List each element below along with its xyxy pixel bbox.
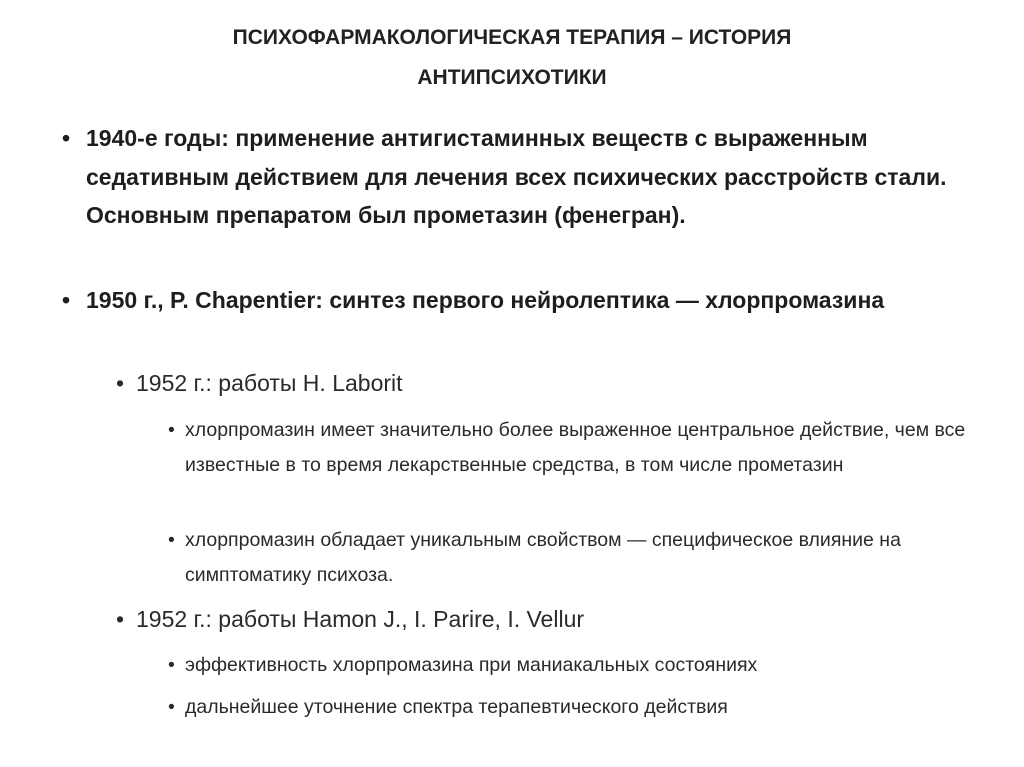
sub-sub-bullet-manic-states — [168, 648, 985, 683]
sub-sub-bullet-spectrum — [168, 690, 985, 725]
bullet-text: эффективность хлорпромазина при маниакальных состояниях — [185, 654, 758, 676]
bullet-item-1940s — [62, 119, 986, 235]
slide-title-line-1: ПСИХОФАРМАКОЛОГИЧЕСКАЯ ТЕРАПИЯ – ИСТОРИЯ — [232, 26, 792, 49]
slide-title-line-2: АНТИПСИХОТИКИ — [417, 66, 607, 89]
bullet-dot: • — [168, 654, 175, 676]
bullet-dot: • — [62, 287, 71, 313]
bullet-text: 1940-е годы: применение антигистаминных веществ с выраженным седативным действием для лечения всех психических расстройств стали. Основным препаратом был прометазин (фенегран). — [86, 125, 947, 228]
bullet-item-1950 — [62, 281, 986, 320]
sub-bullet-laborit — [116, 364, 986, 402]
bullet-dot: • — [116, 370, 125, 396]
bullet-text: 1952 г.: работы Hamon J., I. Parire, I. Vellur — [136, 606, 585, 632]
bullet-text: 1952 г.: работы H. Laborit — [136, 370, 403, 396]
bullet-dot: • — [116, 606, 125, 632]
bullet-text: хлорпромазин обладает уникальным свойством — специфическое влияние на симптоматику психоза. — [185, 529, 901, 586]
bullet-dot: • — [168, 529, 175, 551]
sub-bullet-hamon — [116, 600, 986, 638]
bullet-dot: • — [168, 696, 175, 718]
sub-sub-bullet-unique-property — [168, 523, 985, 592]
slide-title — [40, 18, 984, 98]
bullet-dot: • — [168, 419, 175, 441]
bullet-text: хлорпромазин имеет значительно более выраженное центральное действие, чем все известные в то время лекарственные средства, в том числе прометазин — [185, 419, 966, 476]
bullet-dot: • — [62, 125, 71, 151]
sub-sub-bullet-central-action — [168, 413, 985, 482]
bullet-text: дальнейшее уточнение спектра терапевтического действия — [185, 696, 728, 718]
bullet-text: 1950 г., P. Chapentier: синтез первого нейролептика — хлорпромазина — [86, 287, 885, 313]
